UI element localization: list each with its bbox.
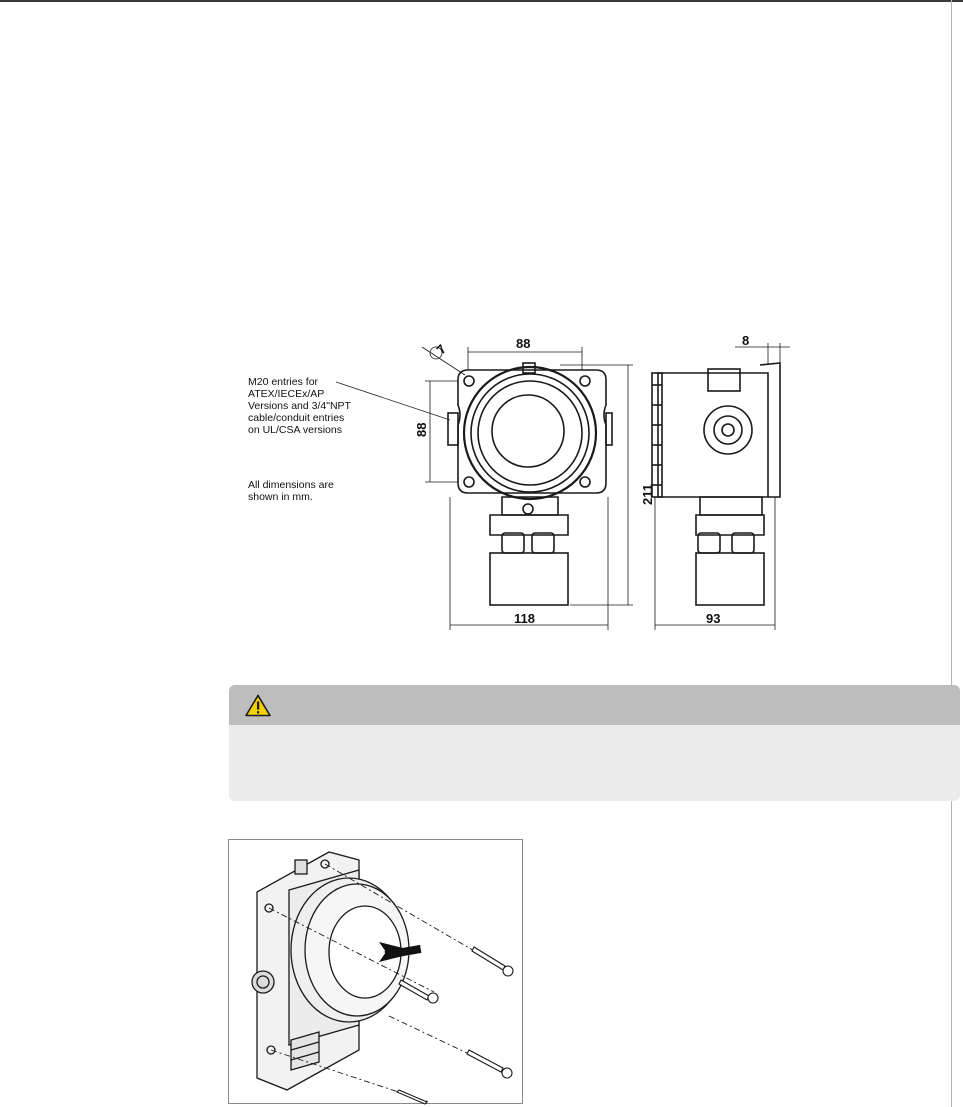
dim-front-side-88: 88 xyxy=(414,422,429,437)
side-dimensions xyxy=(655,343,790,630)
warning-triangle-icon xyxy=(245,694,271,717)
dim-hole-diameter-7: 7 xyxy=(433,341,450,358)
entries-note-line-1: M20 entries for xyxy=(248,376,319,388)
entries-leader-line xyxy=(336,382,450,420)
front-view xyxy=(448,363,612,605)
dim-overall-width-118: 118 xyxy=(514,611,535,626)
units-note-line-1: All dimensions are xyxy=(248,479,334,491)
dimension-drawing xyxy=(240,325,800,645)
dim-side-depth-93: 93 xyxy=(706,611,721,626)
entries-note-line-2: ATEX/IECEx/AP xyxy=(248,388,325,400)
page-edge-rule xyxy=(951,0,952,1107)
top-rule xyxy=(0,0,963,2)
entries-note-line-3: Versions and 3/4"NPT xyxy=(248,400,351,412)
dim-side-offset-8: 8 xyxy=(742,333,750,348)
front-dimensions xyxy=(422,347,633,630)
entries-note-line-4: cable/conduit entries xyxy=(248,412,345,424)
dim-overall-height-211: 211 xyxy=(640,484,655,505)
warning-header xyxy=(229,685,960,725)
entries-note xyxy=(248,376,352,436)
mounting-figure xyxy=(228,839,523,1104)
mounting-screws-illustration xyxy=(229,840,524,1105)
side-view xyxy=(652,363,780,605)
units-note xyxy=(248,479,334,503)
dim-front-top-88: 88 xyxy=(516,336,531,351)
entries-note-line-5: on UL/CSA versions xyxy=(248,424,342,436)
warning-text xyxy=(229,725,960,749)
warning-box xyxy=(229,685,960,801)
units-note-line-2: shown in mm. xyxy=(248,491,313,503)
